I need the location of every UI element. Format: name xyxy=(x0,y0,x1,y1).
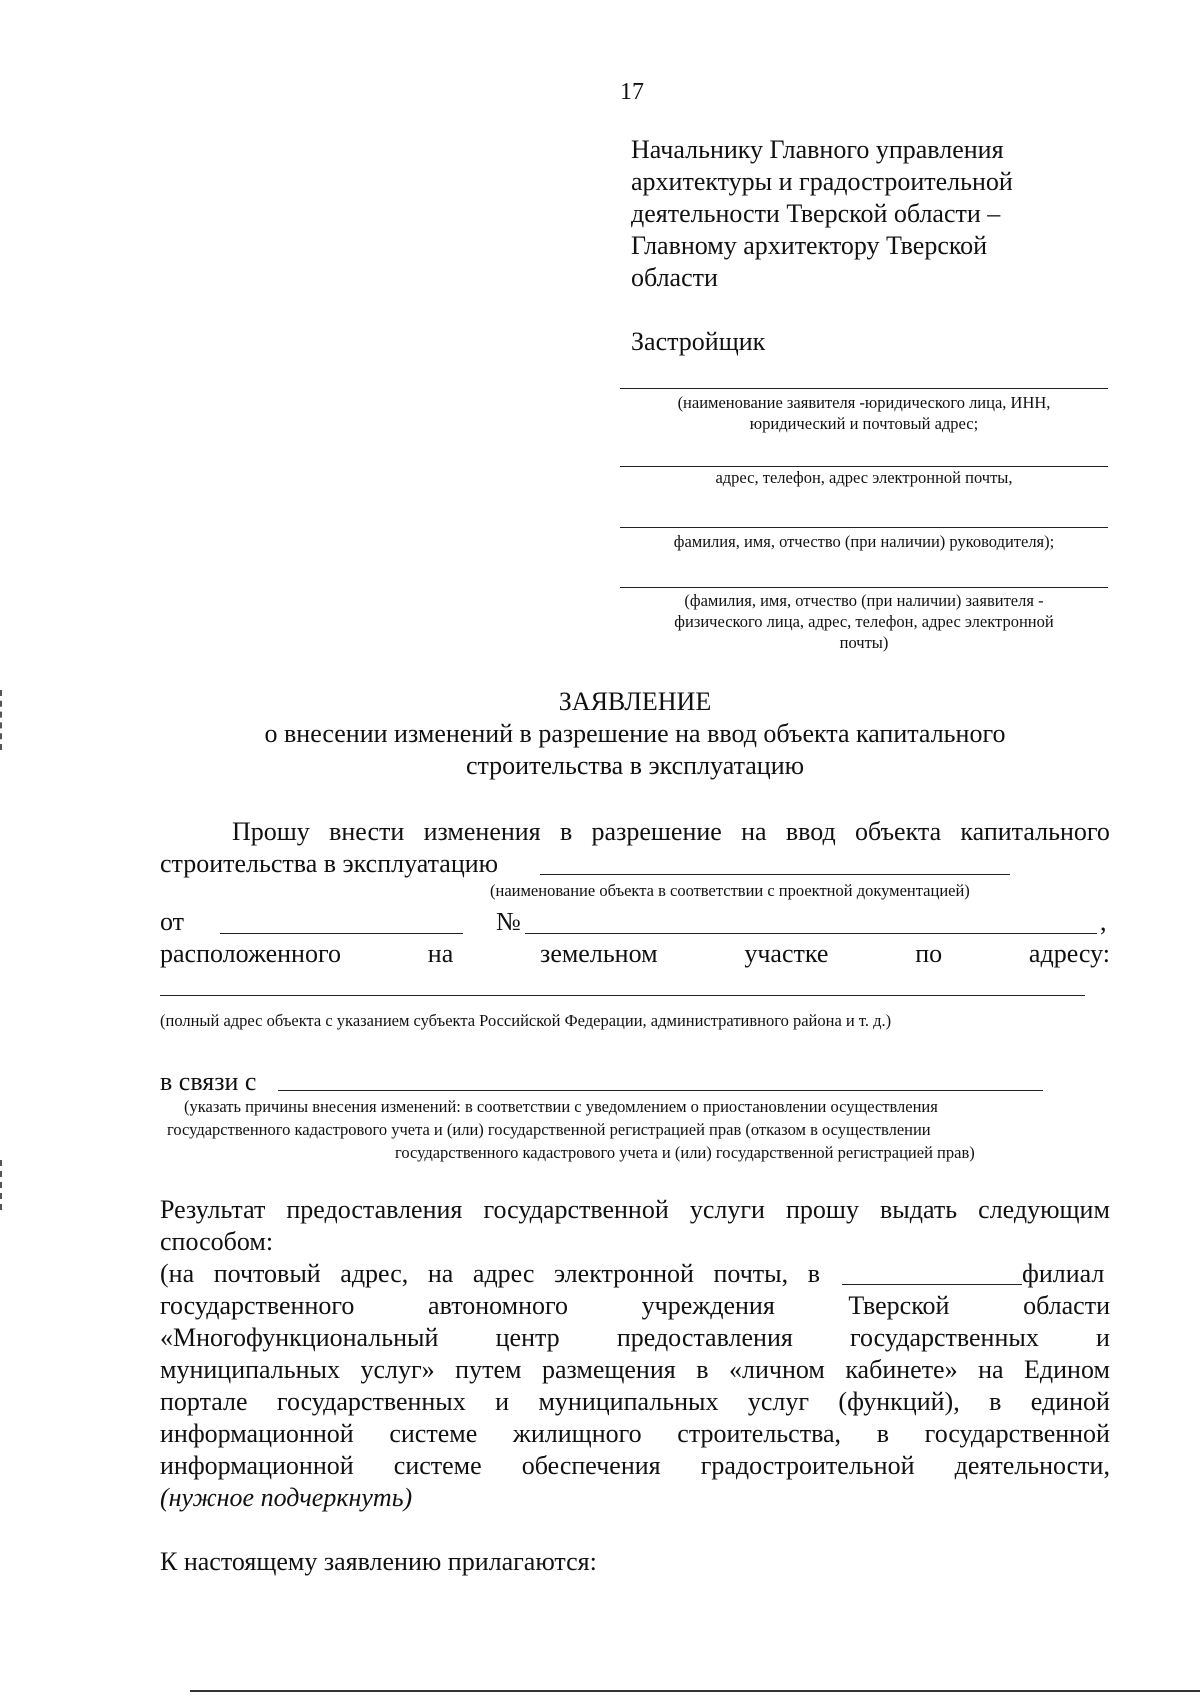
reason-caption-1: (указать причины внесения изменений: в соответствии с уведомлением о приостановлении осуществления xyxy=(184,1097,938,1116)
branch-field[interactable] xyxy=(842,1284,1022,1285)
word: системе xyxy=(389,1419,478,1448)
individual-applicant-field[interactable] xyxy=(620,587,1108,588)
word: Едином xyxy=(1024,1355,1110,1384)
word: Тверской xyxy=(848,1291,950,1320)
attachments-label: К настоящему заявлению прилагаются: xyxy=(160,1547,597,1576)
reason-caption-3: государственного кадастрового учета и (или) государственной регистрацией прав) xyxy=(395,1143,975,1162)
word: государственных xyxy=(276,1387,466,1416)
word: разрешение xyxy=(591,817,722,846)
word: информационной xyxy=(160,1451,354,1480)
scan-edge-marks-lower xyxy=(0,1160,5,1210)
applicant-name-caption-2: юридический и почтовый адрес; xyxy=(749,414,979,433)
word: услуг xyxy=(747,1387,810,1416)
word: (на xyxy=(160,1259,195,1288)
word: системе xyxy=(393,1451,482,1480)
word: государственной xyxy=(924,1419,1110,1448)
word: в xyxy=(876,1419,889,1448)
applicant-name-field[interactable] xyxy=(620,388,1108,389)
word: муниципальных xyxy=(160,1355,341,1384)
developer-label: Застройщик xyxy=(631,327,766,356)
word: государственной xyxy=(483,1195,669,1224)
word: (функций), xyxy=(838,1387,960,1416)
word: в xyxy=(807,1259,820,1288)
address-caption: (полный адрес объекта с указанием субъекта Российской Федерации, административного района и т. д.) xyxy=(160,1011,892,1030)
word: информационной xyxy=(160,1419,354,1448)
addressee-line-2: архитектуры и градостроительной xyxy=(631,167,1013,196)
word: кабинете» xyxy=(845,1355,958,1384)
word: услуг» xyxy=(360,1355,435,1384)
branch-word: филиал xyxy=(1022,1259,1105,1288)
request-line-4 xyxy=(160,938,1110,970)
addressee-line-1: Начальнику Главного управления xyxy=(631,135,1004,164)
word: учреждения xyxy=(641,1291,775,1320)
word: участке xyxy=(744,939,829,968)
word: выдать xyxy=(880,1195,958,1224)
date-field[interactable] xyxy=(220,933,463,934)
word: электронной xyxy=(553,1259,694,1288)
result-line-4 xyxy=(160,1290,1110,1322)
page-number: 17 xyxy=(620,79,644,105)
word: деятельности, xyxy=(954,1451,1110,1480)
word: капитального xyxy=(960,817,1110,846)
word: портале xyxy=(160,1387,248,1416)
word: единой xyxy=(1030,1387,1110,1416)
object-name-field[interactable] xyxy=(540,874,1010,875)
word: адресу: xyxy=(1028,939,1110,968)
result-line-6 xyxy=(160,1354,1110,1386)
word: расположенного xyxy=(160,939,341,968)
addressee-line-5: области xyxy=(631,263,718,292)
individual-caption-2: физического лица, адрес, телефон, адрес электронной xyxy=(674,612,1054,631)
number-comma: , xyxy=(1100,907,1107,936)
word: и xyxy=(1096,1323,1110,1352)
word: в xyxy=(989,1387,1002,1416)
result-line-2: способом: xyxy=(160,1227,274,1256)
scan-edge-marks xyxy=(0,690,5,750)
word: размещения xyxy=(541,1355,676,1384)
contact-caption: адрес, телефон, адрес электронной почты, xyxy=(715,468,1013,487)
word: строительства, xyxy=(677,1419,842,1448)
word: адрес xyxy=(472,1259,535,1288)
word: автономного xyxy=(428,1291,569,1320)
word: почтовый xyxy=(213,1259,321,1288)
word: «личном xyxy=(728,1355,825,1384)
word: в xyxy=(559,817,573,846)
word: путем xyxy=(455,1355,522,1384)
word: муниципальных xyxy=(538,1387,719,1416)
word: государственных xyxy=(850,1323,1039,1352)
word: внести xyxy=(329,817,405,846)
word: «Многофункциональный xyxy=(160,1323,439,1352)
result-line-9 xyxy=(160,1450,1110,1482)
result-line-3 xyxy=(160,1258,820,1290)
address-field[interactable] xyxy=(160,995,1085,996)
document-subtitle-1: о внесении изменений в разрешение на ввод объекта капитального xyxy=(264,719,1006,748)
addressee-line-3: деятельности Тверской области – xyxy=(631,199,1001,228)
word: и xyxy=(495,1387,510,1416)
object-name-caption: (наименование объекта в соответствии с проектной документацией) xyxy=(490,881,970,900)
word: услуги xyxy=(689,1195,765,1224)
word: жилищного xyxy=(512,1419,642,1448)
result-line-1 xyxy=(160,1194,1110,1226)
word: центр xyxy=(495,1323,560,1352)
result-line-5 xyxy=(160,1322,1110,1354)
head-name-field[interactable] xyxy=(620,527,1108,528)
permit-number-field[interactable] xyxy=(525,933,1097,934)
word: на xyxy=(427,939,454,968)
underline-instruction: (нужное подчеркнуть) xyxy=(160,1483,413,1512)
document-title: ЗАЯВЛЕНИЕ xyxy=(558,687,712,716)
reason-caption-2: государственного кадастрового учета и (или) государственной регистрацией прав (отказом в осуществлении xyxy=(167,1120,931,1139)
word: предоставления xyxy=(616,1323,793,1352)
result-line-7 xyxy=(160,1386,1110,1418)
word: в xyxy=(696,1355,709,1384)
word: по xyxy=(915,939,943,968)
word: изменения xyxy=(423,817,541,846)
word: объекта xyxy=(855,817,942,846)
word: на xyxy=(741,817,767,846)
individual-caption-1: (фамилия, имя, отчество (при наличии) заявителя - xyxy=(684,591,1044,610)
head-name-caption: фамилия, имя, отчество (при наличии) руководителя); xyxy=(673,532,1055,551)
result-line-8 xyxy=(160,1418,1110,1450)
word: следующим xyxy=(978,1195,1110,1224)
word: адрес, xyxy=(340,1259,409,1288)
individual-caption-3: почты) xyxy=(839,633,889,652)
word: Прошу xyxy=(232,817,310,846)
word: ввод xyxy=(785,817,836,846)
word: градостроительной xyxy=(700,1451,915,1480)
word: на xyxy=(978,1355,1004,1384)
word: Результат xyxy=(160,1195,266,1224)
word: государственного xyxy=(160,1291,355,1320)
page-bottom-edge xyxy=(190,1690,1200,1692)
reason-field[interactable] xyxy=(278,1090,1043,1091)
word: на xyxy=(427,1259,454,1288)
request-line-2: строительства в эксплуатацию xyxy=(160,849,499,878)
reason-label: в связи с xyxy=(160,1067,257,1096)
addressee-line-4: Главному архитектору Тверской xyxy=(631,231,988,260)
word: предоставления xyxy=(286,1195,463,1224)
word: почты, xyxy=(713,1259,789,1288)
applicant-name-caption-1: (наименование заявителя -юридического лица, ИНН, xyxy=(677,393,1051,412)
word: прошу xyxy=(786,1195,859,1224)
word: обеспечения xyxy=(521,1451,661,1480)
request-line-1 xyxy=(232,816,1110,848)
word: земельном xyxy=(540,939,658,968)
from-label: от xyxy=(160,907,185,936)
number-label: № xyxy=(496,907,521,936)
document-subtitle-2: строительства в эксплуатацию xyxy=(465,751,805,780)
word: области xyxy=(1023,1291,1110,1320)
